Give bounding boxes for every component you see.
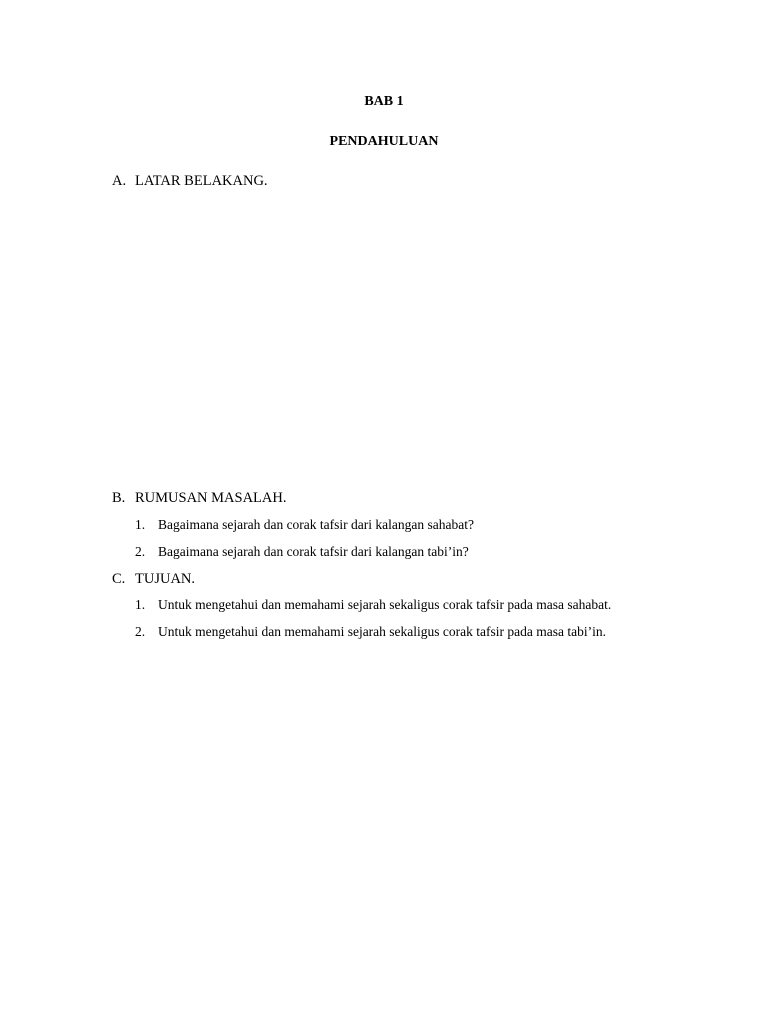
section-letter: C. [112, 571, 126, 587]
chapter-number: BAB 1 [364, 94, 404, 109]
list-item-number: 2. [135, 544, 146, 559]
chapter-title: PENDAHULUAN [329, 134, 439, 149]
list-item-text: Bagaimana sejarah dan corak tafsir dari kalangan sahabat? [158, 517, 474, 532]
list-item [135, 516, 474, 534]
list-item [135, 623, 606, 641]
section-heading-rumusan-masalah [112, 489, 286, 507]
list-item-number: 1. [135, 597, 146, 612]
list-item-text: Bagaimana sejarah dan corak tafsir dari kalangan tabi’in? [158, 544, 469, 559]
section-letter: A. [112, 173, 127, 189]
list-item [135, 596, 611, 614]
list-item-number: 2. [135, 624, 146, 639]
list-item-text: Untuk mengetahui dan memahami sejarah sekaligus corak tafsir pada masa tabi’in. [158, 624, 606, 639]
list-item [135, 543, 469, 561]
section-heading-text: TUJUAN. [135, 571, 196, 587]
section-heading-tujuan [112, 570, 195, 588]
list-item-number: 1. [135, 517, 146, 532]
list-item-text: Untuk mengetahui dan memahami sejarah sekaligus corak tafsir pada masa sahabat. [158, 597, 612, 612]
section-heading-latar-belakang [112, 172, 268, 190]
section-heading-text: RUMUSAN MASALAH. [135, 490, 287, 506]
section-heading-text: LATAR BELAKANG. [135, 173, 268, 189]
section-letter: B. [112, 490, 126, 506]
